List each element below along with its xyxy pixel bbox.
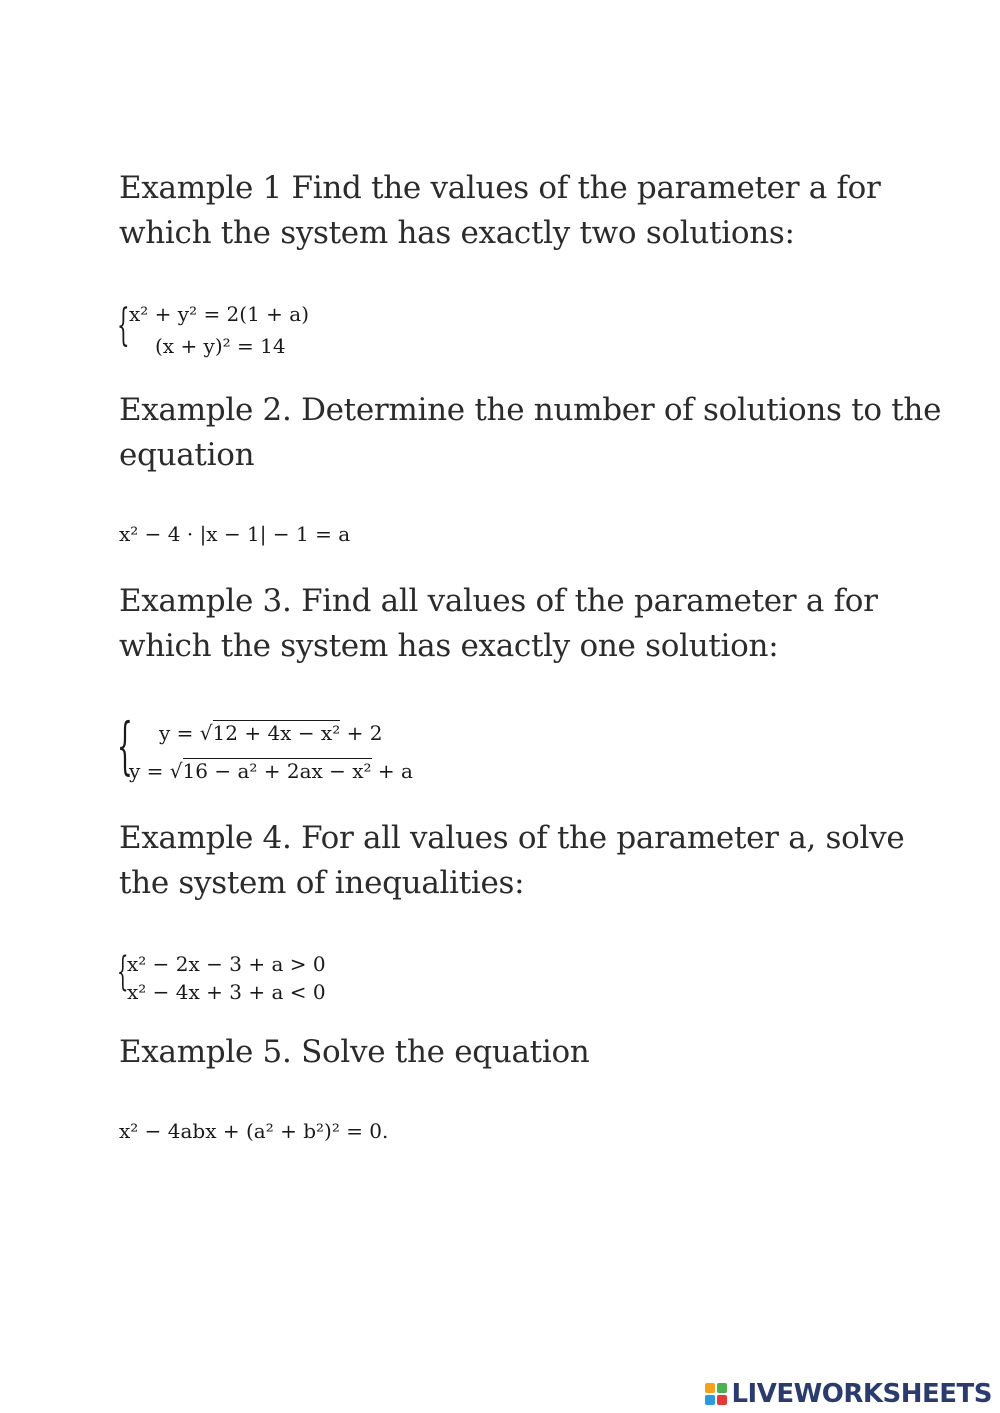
- equation-line: [129, 714, 413, 752]
- equation-line: x² − 4 · |x − 1| − 1 = a: [119, 522, 351, 546]
- logo-square: [717, 1395, 727, 1405]
- radicand: 16 − a² + 2ax − x²: [182, 759, 372, 783]
- sqrt-sign-icon: √: [169, 759, 183, 783]
- example-1-heading: Example 1 Find the values of the parameter a for which the system has exactly two solutions:: [119, 170, 881, 251]
- equation-rhs: + a: [371, 759, 413, 783]
- example-5-equation: [119, 1119, 388, 1143]
- equation-line: (x + y)² = 14: [155, 334, 286, 358]
- equation-line: x² + y² = 2(1 + a): [129, 302, 310, 326]
- equation-lhs: y =: [159, 721, 200, 745]
- logo-square: [705, 1383, 715, 1393]
- example-4-heading: Example 4. For all values of the parameter a, solve the system of inequalities:: [119, 820, 905, 901]
- radicand: 12 + 4x − x²: [212, 721, 341, 745]
- example-4-system: [127, 950, 326, 1006]
- liveworksheets-logo[interactable]: [705, 1379, 992, 1409]
- example-2-equation: [119, 522, 350, 546]
- equation-rhs: + 2: [340, 721, 383, 745]
- example-3-system: [129, 714, 413, 790]
- equation-lhs: y =: [129, 759, 170, 783]
- logo-square: [717, 1383, 727, 1393]
- system-brace: {: [117, 300, 130, 351]
- example-2-heading: Example 2. Determine the number of solutions to the equation: [119, 392, 942, 473]
- logo-square: [705, 1395, 715, 1405]
- logo-text: LIVEWORKSHEETS: [731, 1379, 992, 1409]
- equation-line: x² − 4abx + (a² + b²)² = 0.: [119, 1119, 389, 1143]
- logo-icon: [705, 1383, 727, 1405]
- inequality-line: x² − 4x + 3 + a < 0: [127, 980, 326, 1004]
- equation-line: [129, 752, 413, 790]
- system-brace: {: [117, 949, 129, 995]
- inequality-line: x² − 2x − 3 + a > 0: [127, 952, 326, 976]
- system-brace: {: [117, 709, 133, 782]
- example-1-system: [129, 298, 309, 362]
- example-5-heading: Example 5. Solve the equation: [119, 1034, 590, 1070]
- example-3-heading: Example 3. Find all values of the parameter a for which the system has exactly one solution:: [119, 583, 878, 664]
- sqrt-sign-icon: √: [199, 721, 213, 745]
